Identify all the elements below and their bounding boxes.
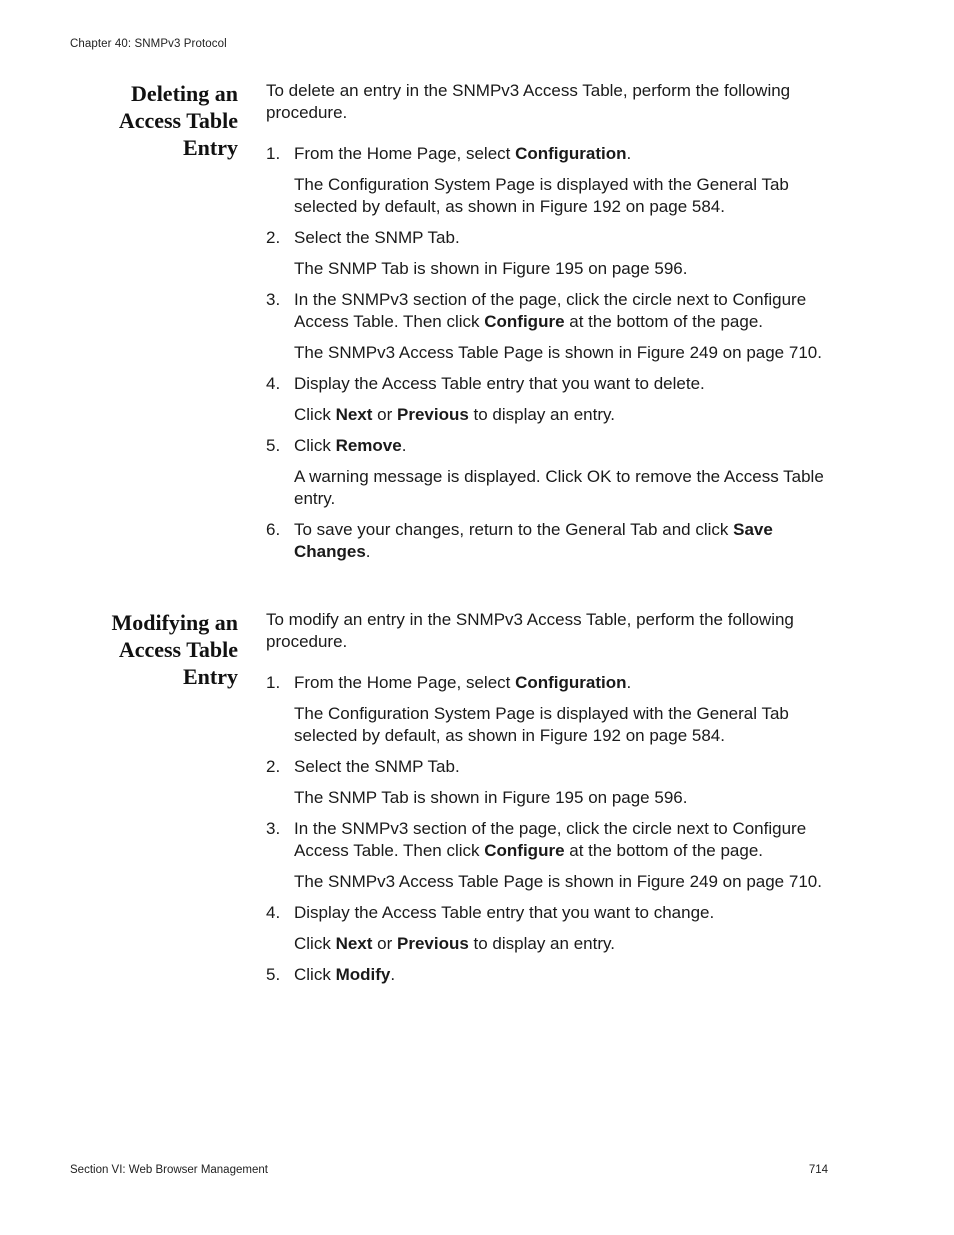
step-result-note [294, 404, 826, 426]
step-instruction [294, 672, 826, 694]
step-number: 2. [266, 757, 281, 776]
heading-line: Modifying an [111, 610, 238, 635]
emphasized-text: Next [335, 405, 373, 424]
heading-line: Entry [183, 135, 238, 160]
emphasized-text: Configure [484, 841, 565, 860]
step-number: 4. [266, 374, 281, 393]
text-run: Select the SNMP Tab. [294, 228, 460, 247]
text-run: Display the Access Table entry that you want to delete. [294, 374, 705, 393]
text-run: at the bottom of the page. [564, 841, 764, 860]
step-result-note [294, 703, 826, 747]
step-instruction [294, 756, 826, 778]
text-run: or [372, 405, 397, 424]
step-instruction [294, 435, 826, 457]
step-number: 3. [266, 819, 281, 838]
emphasized-text: Configure [484, 312, 565, 331]
step-instruction [294, 519, 826, 563]
text-run: Select the SNMP Tab. [294, 757, 460, 776]
step-result-note [294, 933, 826, 955]
step-instruction [294, 902, 826, 924]
running-header: Chapter 40: SNMPv3 Protocol [70, 38, 227, 50]
step-number: 3. [266, 290, 281, 309]
section-body [266, 80, 826, 572]
text-run: at the bottom of the page. [564, 312, 764, 331]
procedure-step [266, 373, 826, 426]
text-run: The SNMP Tab is shown in Figure 195 on page 596. [294, 259, 688, 278]
procedure-step [266, 143, 826, 218]
text-run: . [626, 144, 632, 163]
step-result-note [294, 871, 826, 893]
text-run: Click [294, 965, 336, 984]
procedure-step [266, 672, 826, 747]
step-result-note [294, 787, 826, 809]
step-number: 5. [266, 436, 281, 455]
step-result-note [294, 174, 826, 218]
step-number: 4. [266, 903, 281, 922]
side-heading [60, 609, 238, 690]
text-run: The Configuration System Page is displayed with the General Tab selected by default, as shown in Figure 192 on page 584. [294, 175, 789, 216]
text-run: . [401, 436, 407, 455]
procedure-step [266, 519, 826, 563]
step-instruction [294, 818, 826, 862]
text-run: From the Home Page, select [294, 673, 516, 692]
emphasized-text: Configuration [515, 673, 627, 692]
emphasized-text: Configuration [515, 144, 627, 163]
emphasized-text: Remove [335, 436, 402, 455]
emphasized-text: Previous [396, 934, 469, 953]
procedure-step [266, 227, 826, 280]
step-number: 6. [266, 520, 281, 539]
text-run: . [365, 542, 371, 561]
text-run: Click [294, 436, 336, 455]
heading-line: Entry [183, 664, 238, 689]
step-number: 2. [266, 228, 281, 247]
heading-line: Access Table [118, 108, 238, 133]
text-run: . [390, 965, 396, 984]
step-instruction [294, 373, 826, 395]
text-run: Display the Access Table entry that you want to change. [294, 903, 715, 922]
step-result-note [294, 342, 826, 364]
step-number: 5. [266, 965, 281, 984]
text-run: or [372, 934, 397, 953]
text-run: The SNMPv3 Access Table Page is shown in Figure 249 on page 710. [294, 343, 822, 362]
procedure-steps [266, 143, 826, 563]
heading-line: Access Table [118, 637, 238, 662]
intro-paragraph: To modify an entry in the SNMPv3 Access Table, perform the following procedure. [266, 610, 794, 651]
emphasized-text: Previous [396, 405, 469, 424]
procedure-step [266, 756, 826, 809]
procedure-step [266, 902, 826, 955]
step-result-note [294, 466, 826, 510]
text-run: . [626, 673, 632, 692]
text-run: The SNMP Tab is shown in Figure 195 on page 596. [294, 788, 688, 807]
side-heading [60, 80, 238, 161]
text-run: Click [294, 934, 336, 953]
text-run: The SNMPv3 Access Table Page is shown in Figure 249 on page 710. [294, 872, 822, 891]
emphasized-text: Modify [335, 965, 391, 984]
text-run: In the SNMPv3 section of the page, click the circle next to Configure Access Table. Then click [294, 819, 807, 860]
emphasized-text: Save Changes [294, 520, 773, 561]
step-result-note [294, 258, 826, 280]
step-number: 1. [266, 673, 281, 692]
procedure-step [266, 435, 826, 510]
step-instruction [294, 227, 826, 249]
procedure-step [266, 289, 826, 364]
step-instruction [294, 143, 826, 165]
page-number: 714 [808, 1164, 828, 1176]
procedure-step [266, 964, 826, 986]
heading-line: Deleting an [131, 81, 238, 106]
intro-paragraph: To delete an entry in the SNMPv3 Access Table, perform the following procedure. [266, 81, 791, 122]
emphasized-text: Next [335, 934, 373, 953]
step-number: 1. [266, 144, 281, 163]
text-run: In the SNMPv3 section of the page, click the circle next to Configure Access Table. Then click [294, 290, 807, 331]
step-instruction [294, 964, 826, 986]
procedure-steps [266, 672, 826, 986]
text-run: to display an entry. [468, 405, 615, 424]
procedure-step [266, 818, 826, 893]
text-run: To save your changes, return to the General Tab and click [294, 520, 734, 539]
text-run: The Configuration System Page is displayed with the General Tab selected by default, as shown in Figure 192 on page 584. [294, 704, 789, 745]
text-run: From the Home Page, select [294, 144, 516, 163]
section-body [266, 609, 826, 995]
text-run: Click [294, 405, 336, 424]
step-instruction [294, 289, 826, 333]
footer-section-title: Section VI: Web Browser Management [70, 1164, 268, 1176]
text-run: to display an entry. [468, 934, 615, 953]
text-run: A warning message is displayed. Click OK to remove the Access Table entry. [294, 467, 824, 508]
